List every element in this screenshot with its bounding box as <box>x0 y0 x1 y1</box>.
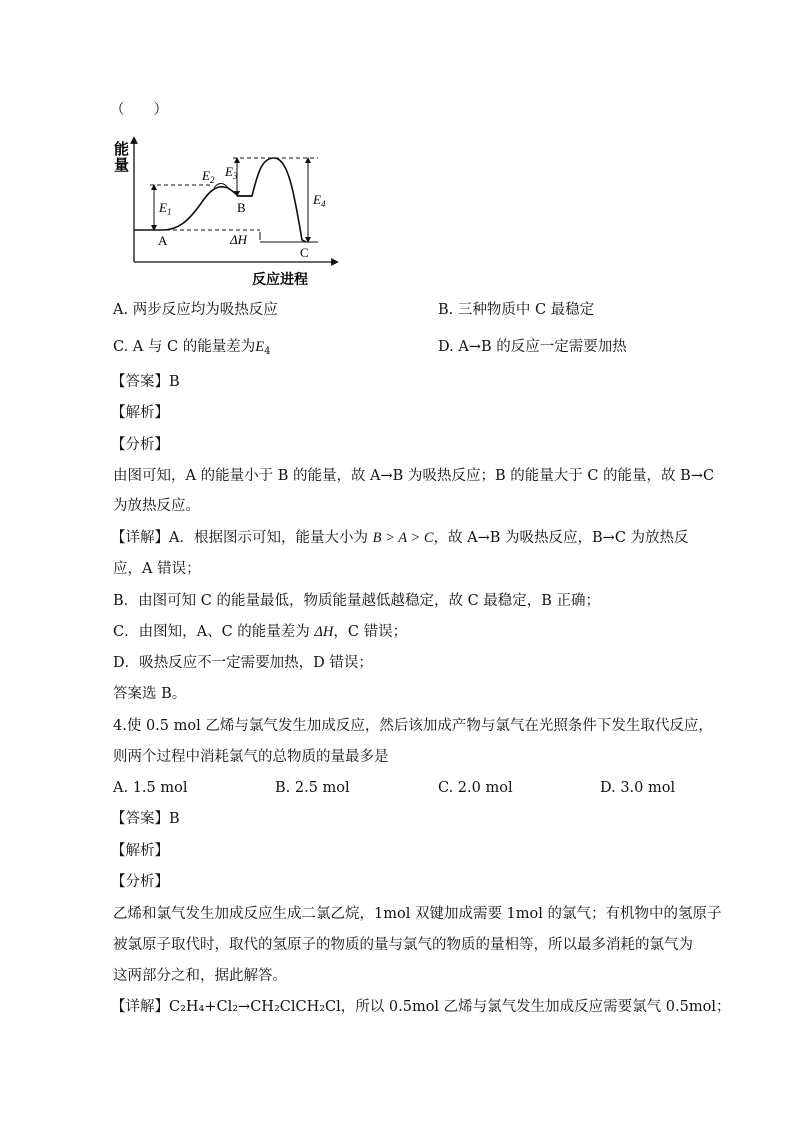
q3-detail-d: D．吸热反应不一定需要加热，D 错误； <box>113 655 373 671</box>
label-dh: ΔH <box>230 232 248 247</box>
q3-option-a: A. 两步反应均为吸热反应 <box>113 302 278 318</box>
label-c: C <box>300 245 309 260</box>
q3-option-d: D. A→B 的反应一定需要加热 <box>438 339 627 355</box>
q4-option-d: D. 3.0 mol <box>600 780 676 796</box>
energy-diagram <box>110 132 350 296</box>
q3-analysis-2: 为放热反应。 <box>113 498 200 514</box>
energy-profile-chart <box>110 132 350 292</box>
q4-fenxi: 【分析】 <box>111 874 169 890</box>
q3-detail-a-2: 应，A 错误； <box>113 561 201 577</box>
x-label: 反应进程 <box>252 273 308 288</box>
q4-stem-1: 4.使 0.5 mol 乙烯与氯气发生加成反应，然后该加成产物与氯气在光照条件下发生取代反应， <box>113 718 713 734</box>
y-label-1: 能 <box>114 142 130 158</box>
label-a: A <box>158 233 168 248</box>
q4-answer: 【答案】B <box>111 811 180 827</box>
q4-analysis-1: 乙烯和氯气发生加成反应生成二氯乙烷，1mol 双键加成需要 1mol 的氯气；有机物中的氢原子 <box>113 906 722 922</box>
q3-conclusion: 答案选 B。 <box>113 686 187 702</box>
q3-answer: 【答案】B <box>111 374 180 390</box>
q4-option-a: A. 1.5 mol <box>113 780 188 796</box>
question-paren: （ ） <box>110 102 168 118</box>
label-e3: $E_3$ <box>225 164 238 181</box>
label-e2: $E_2$ <box>202 168 215 185</box>
q4-jiexi: 【解析】 <box>111 843 169 859</box>
q4-analysis-3: 这两部分之和，据此解答。 <box>113 968 287 984</box>
label-e4: $E_4$ <box>313 192 326 209</box>
q4-analysis-2: 被氯原子取代时，取代的氢原子的物质的量与氯气的物质的量相等，所以最多消耗的氯气为 <box>113 937 693 953</box>
label-e1: $E_1$ <box>159 200 172 217</box>
q4-option-c: C. 2.0 mol <box>438 780 513 796</box>
label-b: B <box>237 200 246 215</box>
q4-stem-2: 则两个过程中消耗氯气的总物质的量最多是 <box>113 749 389 765</box>
q3-option-b: B. 三种物质中 C 最稳定 <box>438 302 595 318</box>
q3-jiexi: 【解析】 <box>111 405 169 421</box>
q3-detail-c: C．由图知，A、C 的能量差为 ΔH，C 错误； <box>113 624 408 640</box>
y-label-2: 量 <box>114 158 130 174</box>
q3-detail-a: 【详解】A．根据图示可知，能量大小为 B > A > C，故 A→B 为吸热反应，B→C 为放热反 <box>111 530 689 546</box>
q3-fenxi: 【分析】 <box>111 437 169 453</box>
q4-option-b: B. 2.5 mol <box>275 780 350 796</box>
q3-analysis-1: 由图可知，A 的能量小于 B 的能量，故 A→B 为吸热反应；B 的能量大于 C 的能量，故 B→C <box>113 468 715 484</box>
q3-detail-b: B．由图可知 C 的能量最低，物质能量越低越稳定，故 C 最稳定，B 正确； <box>113 593 601 609</box>
q4-detail: 【详解】C₂H₄+Cl₂→CH₂ClCH₂Cl，所以 0.5mol 乙烯与氯气发生加成反应需要氯气 0.5mol； <box>111 999 731 1015</box>
q3-option-c: C. A 与 C 的能量差为$E_4$ <box>113 339 271 357</box>
